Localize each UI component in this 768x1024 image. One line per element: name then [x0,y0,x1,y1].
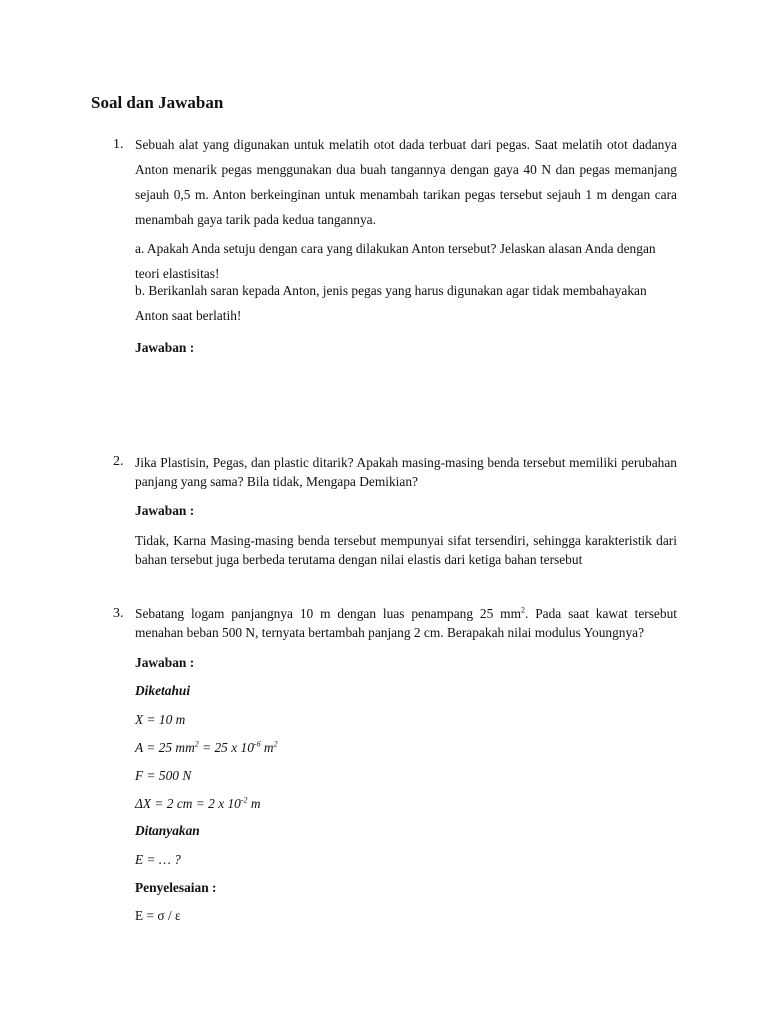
question-2-answer-label: Jawaban : [135,503,195,518]
known-label: Diketahui [135,683,191,698]
known-a-value: A = 25 $mm^2 = 25$ x $10^{-6}$ $m^2$ [135,739,278,755]
known-dx-value: ΔX = 2 cm = 2 x $10^{-2}$ m [135,795,261,811]
question-3-answer-label: Jawaban : [135,655,195,670]
question-1-number: 1. [113,137,124,152]
question-2-text: Jika Plastisin, Pegas, dan plastic ditarik? Apakah masing-masing benda tersebut memiliki perubahan panjang yang sama? Bila tidak, Mengapa Demikian? [135,455,677,489]
question-2-number: 2. [113,454,124,469]
asked-label: Ditanyakan [135,823,200,838]
question-3-number: 3. [113,606,124,621]
question-1-answer-label: Jawaban : [135,340,195,355]
asked-value: E = … ? [135,852,181,867]
formula: E = σ / ε [135,908,181,923]
question-3-text: Sebatang logam panjangnya 10 m dengan luas penampang 25 $mm^2$. Pada saat kawat tersebut menahan beban 500 N, ternyata bertambah panjang 2 cm. Berapakah nilai modulus Youngnya? [135,605,677,640]
document-title: Soal dan Jawaban [91,93,224,112]
known-x-value: X = 10 m [135,712,186,727]
solution-label: Penyelesaian : [135,880,217,895]
question-1-text: Sebuah alat yang digunakan untuk melatih otot dada terbuat dari pegas. Saat melatih otot dadanya Anton menarik pegas menggunakan dua buah tangannya dengan gaya 40 N dan pegas memanjang sejauh 0,5 m. Anton berkeinginan untuk menambah tarikan pegas tersebut sejauh 1 m dengan cara menambah gaya tarik pada kedua tangannya. [135,137,677,227]
question-1-sub-b: b. Berikanlah saran kepada Anton, jenis pegas yang harus digunakan agar tidak membahayakan Anton saat berlatih! [135,283,647,323]
question-2-answer: Tidak, Karna Masing-masing benda tersebut mempunyai sifat tersendiri, sehingga karakteristik dari bahan tersebut juga berbeda terutama dengan nilai elastis dari ketiga bahan tersebut [135,533,677,567]
question-1-sub-a: a. Apakah Anda setuju dengan cara yang dilakukan Anton tersebut? Jelaskan alasan Anda dengan teori elastisitas! [135,241,656,281]
superscript: 2 [521,605,525,615]
known-f-value: F = 500 N [135,768,192,783]
